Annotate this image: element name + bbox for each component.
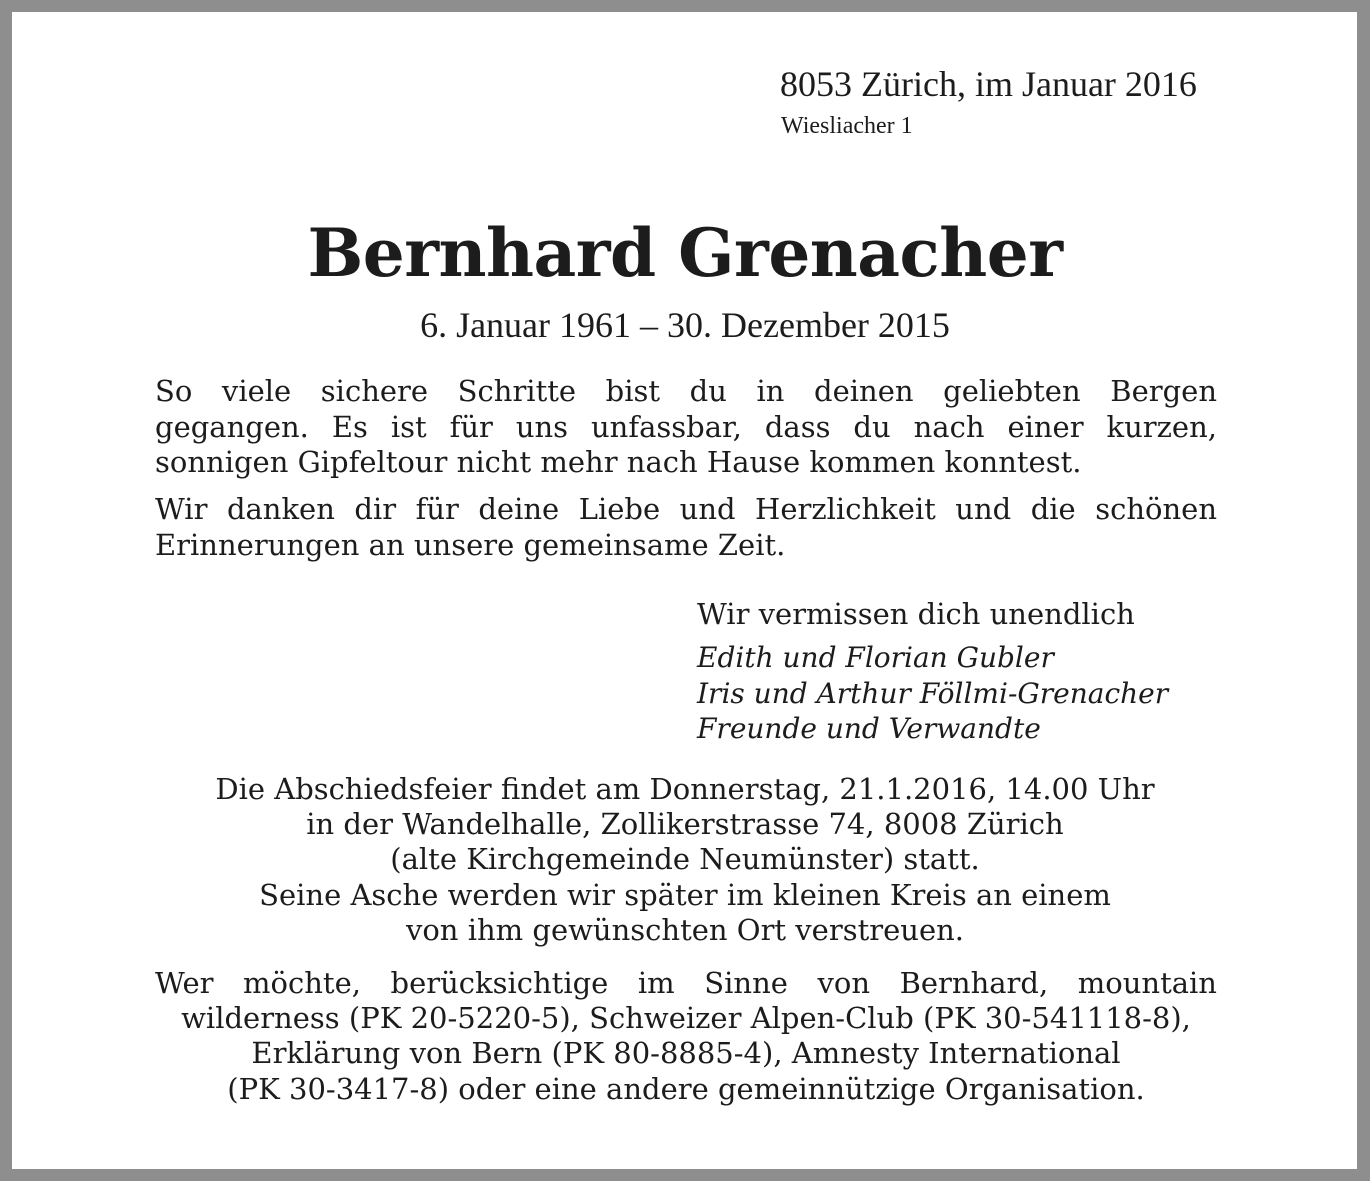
text-line: (PK 30-3417-8) oder eine andere gemeinnützige Organisation.: [227, 1071, 1145, 1106]
text-line: So viele sichere Schritte bist du in deinen geliebten Bergen: [155, 374, 1217, 408]
text-line: Wir danken dir für deine Liebe und Herzlichkeit und die schönen: [155, 492, 1217, 526]
text-line: Wer möchte, berücksichtige im Sinne von Bernhard, mountain: [155, 966, 1217, 1000]
text-line: Die Abschiedsfeier findet am Donnerstag, 21.1.2016, 14.00 Uhr: [215, 772, 1155, 806]
deceased-name: Bernhard Grenacher: [307, 214, 1063, 292]
address: Wiesliacher 1: [781, 113, 913, 139]
signer: Edith und Florian Gubler: [697, 641, 1054, 674]
closing-line: Wir vermissen dich unendlich: [697, 597, 1135, 631]
text-line: Erklärung von Bern (PK 80-8885-4), Amnesty International: [251, 1036, 1121, 1071]
text-line: Seine Asche werden wir später im kleinen Kreis an einem: [259, 877, 1111, 912]
message-paragraph-1: [155, 374, 1217, 481]
text-line: Erinnerungen an unsere gemeinsame Zeit.: [155, 527, 786, 562]
signers-list: [697, 640, 1168, 747]
text-line: wilderness (PK 20-5220-5), Schweizer Alpen-Club (PK 30-541118-8),: [181, 1001, 1191, 1036]
text-line: gegangen. Es ist für uns unfassbar, dass du nach einer kurzen,: [155, 409, 1217, 444]
ceremony-info: [0, 772, 1370, 948]
donation-info: [155, 966, 1217, 1107]
text-line: sonnigen Gipfeltour nicht mehr nach Hause kommen konntest.: [155, 445, 1082, 479]
place-date: 8053 Zürich, im Januar 2016: [780, 64, 1197, 104]
text-line: von ihm gewünschten Ort verstreuen.: [405, 912, 965, 947]
signer: Iris und Arthur Föllmi-Grenacher: [697, 676, 1169, 710]
signer: Freunde und Verwandte: [697, 712, 1041, 745]
text-line: (alte Kirchgemeinde Neumünster) statt.: [390, 842, 980, 877]
message-paragraph-2: [155, 492, 1217, 563]
text-line: in der Wandelhalle, Zollikerstrasse 74, 8008 Zürich: [306, 807, 1064, 842]
life-dates: 6. Januar 1961 – 30. Dezember 2015: [420, 305, 950, 345]
